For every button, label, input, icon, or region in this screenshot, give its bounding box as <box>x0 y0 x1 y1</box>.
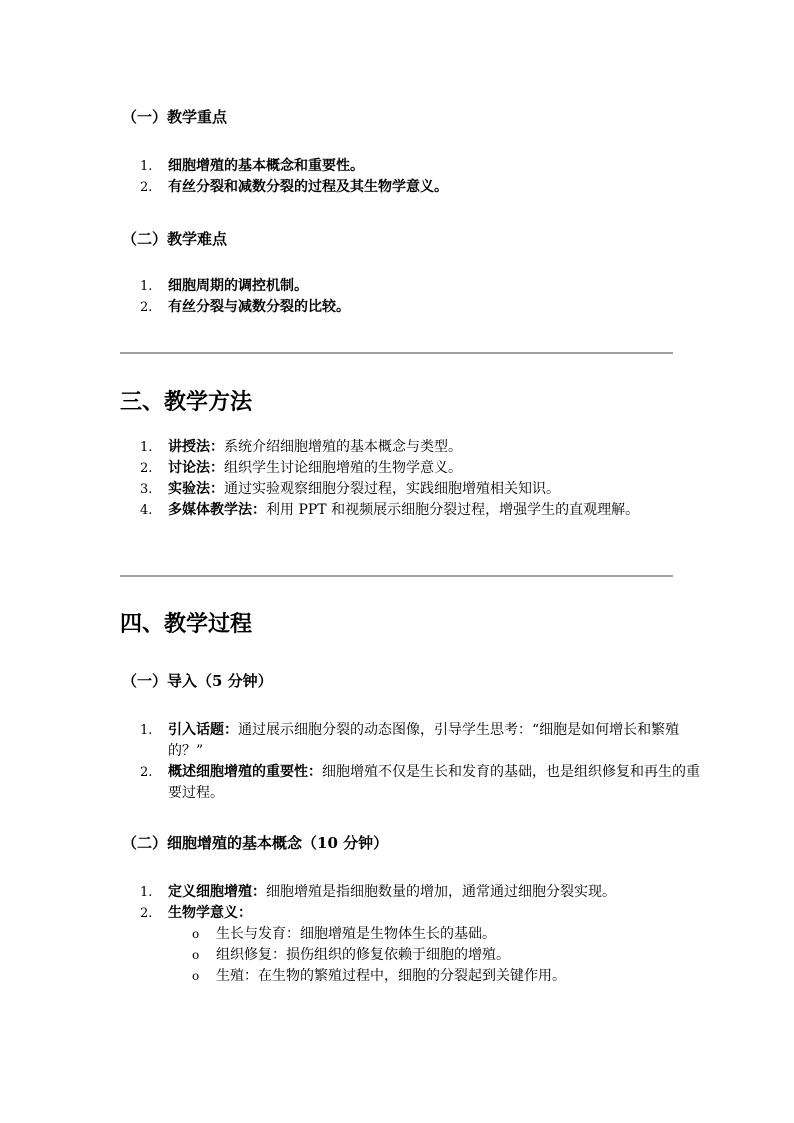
concept-heading: （二）细胞增殖的基本概念（10 分钟） <box>122 834 389 852</box>
section-divider <box>120 575 673 577</box>
list-item <box>140 297 700 318</box>
list-item <box>140 437 700 458</box>
list-text: 组织学生讨论细胞增殖的生物学意义。 <box>224 460 462 476</box>
process-heading: 四、教学过程 <box>120 611 253 637</box>
list-text: 细胞周期的调控机制。 <box>168 278 308 294</box>
list-number: 2. <box>140 300 153 315</box>
list-label: 定义细胞增殖： <box>168 884 266 900</box>
circle-bullet-icon: o <box>192 927 200 941</box>
list-number: 2. <box>140 906 153 921</box>
sub-list-item <box>168 924 710 945</box>
list-text: 利用 PPT 和视频展示细胞分裂过程，增强学生的直观理解。 <box>266 502 640 518</box>
section-divider <box>120 352 673 354</box>
list-number: 1. <box>140 723 153 738</box>
list-number: 4. <box>140 503 153 518</box>
list-item <box>140 882 710 903</box>
sub-list <box>168 924 710 987</box>
circle-bullet-icon: o <box>192 948 200 962</box>
list-number: 2. <box>140 461 153 476</box>
list-item <box>140 458 700 479</box>
list-label: 生物学意义： <box>168 905 252 921</box>
list-label: 实验法： <box>168 481 224 497</box>
methods-list <box>140 437 700 521</box>
focus-heading: （一）教学重点 <box>122 108 228 126</box>
list-item <box>140 276 700 297</box>
list-text: 有丝分裂与减数分裂的比较。 <box>168 299 350 315</box>
list-item <box>140 479 700 500</box>
circle-bullet-icon: o <box>192 969 200 983</box>
list-label: 概述细胞增殖的重要性： <box>168 764 322 780</box>
list-label: 讨论法： <box>168 460 224 476</box>
methods-heading: 三、教学方法 <box>120 389 253 415</box>
list-label: 多媒体教学法： <box>168 502 266 518</box>
list-text: 有丝分裂和减数分裂的过程及其生物学意义。 <box>168 179 448 195</box>
list-number: 1. <box>140 885 153 900</box>
difficulty-heading: （二）教学难点 <box>122 230 228 248</box>
difficulty-list <box>140 276 700 318</box>
list-text: 通过展示细胞分裂的动态图像，引导学生思考：“细胞是如何增长和繁殖的？” <box>168 722 680 759</box>
list-number: 1. <box>140 279 153 294</box>
list-text: 系统介绍细胞增殖的基本概念与类型。 <box>224 439 462 455</box>
sub-list-text: 生殖：在生物的繁殖过程中，细胞的分裂起到关键作用。 <box>216 968 566 984</box>
sub-list-item <box>168 945 710 966</box>
list-item <box>140 903 710 987</box>
list-item <box>140 500 700 521</box>
intro-list <box>140 720 700 804</box>
list-number: 3. <box>140 482 153 497</box>
list-number: 1. <box>140 440 153 455</box>
list-text: 细胞增殖不仅是生长和发育的基础，也是组织修复和再生的重要过程。 <box>168 764 700 801</box>
list-number: 2. <box>140 765 153 780</box>
list-label: 讲授法： <box>168 439 224 455</box>
sub-list-text: 组织修复：损伤组织的修复依赖于细胞的增殖。 <box>216 947 510 963</box>
list-text: 细胞增殖的基本概念和重要性。 <box>168 158 364 174</box>
sub-list-item <box>168 966 710 987</box>
list-item <box>140 177 700 198</box>
sub-list-text: 生长与发育：细胞增殖是生物体生长的基础。 <box>216 926 496 942</box>
list-item <box>140 762 700 804</box>
list-number: 2. <box>140 180 153 195</box>
list-text: 通过实验观察细胞分裂过程，实践细胞增殖相关知识。 <box>224 481 560 497</box>
list-item <box>140 720 700 762</box>
intro-heading: （一）导入（5 分钟） <box>122 672 273 690</box>
list-label: 引入话题： <box>168 722 238 738</box>
concept-list <box>140 882 710 987</box>
list-number: 1. <box>140 159 153 174</box>
focus-list <box>140 156 700 198</box>
list-text: 细胞增殖是指细胞数量的增加，通常通过细胞分裂实现。 <box>266 884 616 900</box>
list-item <box>140 156 700 177</box>
